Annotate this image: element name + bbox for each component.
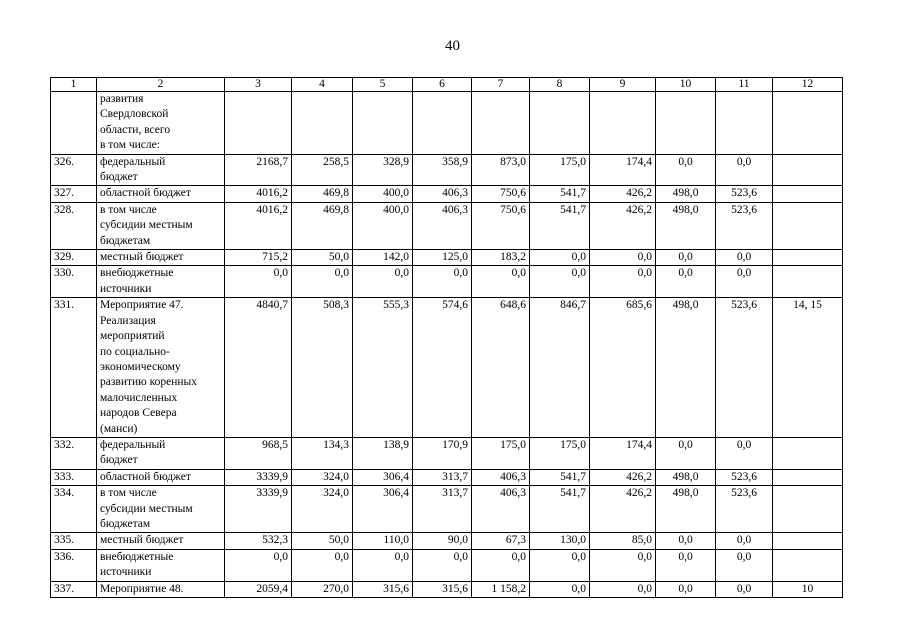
target-indicator-cell	[773, 486, 843, 533]
target-indicator-cell: 10	[773, 581, 843, 597]
value-cell: 0,0	[472, 266, 530, 298]
value-cell: 90,0	[413, 533, 472, 549]
row-name	[97, 581, 225, 597]
value-cell: 183,2	[472, 250, 530, 266]
table-row	[51, 154, 843, 186]
value-cell: 0,0	[716, 533, 773, 549]
row-name-line: областной бюджет	[100, 187, 191, 200]
value-cell: 324,0	[292, 469, 353, 485]
value-cell: 0,0	[292, 549, 353, 581]
value-cell: 426,2	[590, 186, 656, 202]
value-cell: 685,6	[590, 298, 656, 438]
value-cell: 0,0	[656, 154, 716, 186]
row-name	[97, 469, 225, 485]
column-header: 3	[225, 78, 292, 92]
value-cell: 175,0	[530, 437, 590, 469]
row-name-line: в том числе	[100, 203, 157, 216]
value-cell: 0,0	[716, 266, 773, 298]
target-indicator-cell	[773, 154, 843, 186]
value-cell: 3339,9	[225, 469, 292, 485]
value-cell: 532,3	[225, 533, 292, 549]
row-name-line: источники	[100, 282, 152, 295]
row-name	[97, 250, 225, 266]
row-number: 329.	[51, 250, 97, 266]
value-cell: 134,3	[292, 437, 353, 469]
table-row	[51, 486, 843, 533]
target-indicator-cell	[773, 250, 843, 266]
value-cell	[716, 92, 773, 155]
value-cell	[472, 92, 530, 155]
budget-table	[50, 77, 843, 598]
value-cell: 406,3	[472, 486, 530, 533]
value-cell: 750,6	[472, 202, 530, 249]
value-cell: 0,0	[530, 250, 590, 266]
row-name-line: областной бюджет	[100, 470, 191, 483]
value-cell: 873,0	[472, 154, 530, 186]
value-cell: 469,8	[292, 202, 353, 249]
value-cell: 1 158,2	[472, 581, 530, 597]
value-cell: 2168,7	[225, 154, 292, 186]
value-cell: 968,5	[225, 437, 292, 469]
value-cell: 0,0	[225, 266, 292, 298]
value-cell: 2059,4	[225, 581, 292, 597]
value-cell: 3339,9	[225, 486, 292, 533]
row-name-line: Мероприятие 47.	[100, 299, 184, 312]
target-indicator-cell	[773, 202, 843, 249]
value-cell: 130,0	[530, 533, 590, 549]
target-indicator-cell	[773, 92, 843, 155]
page-number: 40	[445, 38, 460, 54]
value-cell: 0,0	[413, 549, 472, 581]
row-number: 328.	[51, 202, 97, 249]
value-cell: 426,2	[590, 469, 656, 485]
row-name-line: Реализация	[100, 314, 156, 327]
value-cell: 0,0	[413, 266, 472, 298]
value-cell: 406,3	[413, 202, 472, 249]
value-cell: 0,0	[225, 549, 292, 581]
value-cell: 174,4	[590, 437, 656, 469]
column-header: 10	[656, 78, 716, 92]
value-cell: 0,0	[656, 250, 716, 266]
row-number: 332.	[51, 437, 97, 469]
column-header: 12	[773, 78, 843, 92]
value-cell: 138,9	[353, 437, 413, 469]
value-cell: 0,0	[353, 266, 413, 298]
value-cell: 313,7	[413, 469, 472, 485]
column-header: 1	[51, 78, 97, 92]
value-cell: 142,0	[353, 250, 413, 266]
value-cell: 469,8	[292, 186, 353, 202]
column-header: 11	[716, 78, 773, 92]
row-name-line: Мероприятие 48.	[100, 582, 184, 595]
value-cell: 0,0	[353, 549, 413, 581]
table-row	[51, 549, 843, 581]
value-cell: 0,0	[530, 581, 590, 597]
value-cell: 0,0	[656, 549, 716, 581]
row-number	[51, 92, 97, 155]
row-name-line: внебюджетные	[100, 550, 174, 563]
target-indicator-cell	[773, 437, 843, 469]
value-cell: 4016,2	[225, 186, 292, 202]
value-cell: 400,0	[353, 186, 413, 202]
value-cell: 4840,7	[225, 298, 292, 438]
value-cell: 0,0	[472, 549, 530, 581]
value-cell: 498,0	[656, 202, 716, 249]
column-header: 4	[292, 78, 353, 92]
value-cell: 0,0	[716, 581, 773, 597]
value-cell: 306,4	[353, 469, 413, 485]
row-name-line: развития	[100, 93, 144, 105]
row-name-line: внебюджетные	[100, 267, 174, 280]
column-header: 9	[590, 78, 656, 92]
row-name-line: бюджетам	[100, 517, 151, 530]
value-cell: 270,0	[292, 581, 353, 597]
value-cell: 523,6	[716, 486, 773, 533]
value-cell: 170,9	[413, 437, 472, 469]
row-name-line: (манси)	[100, 422, 138, 435]
value-cell: 426,2	[590, 202, 656, 249]
value-cell: 0,0	[656, 437, 716, 469]
table-row	[51, 202, 843, 249]
row-name	[97, 298, 225, 438]
table-row	[51, 469, 843, 485]
row-name	[97, 549, 225, 581]
value-cell: 523,6	[716, 469, 773, 485]
row-name-line: местный бюджет	[100, 251, 184, 264]
row-name-line: экономическому	[100, 360, 181, 373]
value-cell: 175,0	[530, 154, 590, 186]
row-name-line: местный бюджет	[100, 534, 184, 547]
row-name	[97, 154, 225, 186]
value-cell: 110,0	[353, 533, 413, 549]
row-number: 326.	[51, 154, 97, 186]
value-cell: 523,6	[716, 298, 773, 438]
row-name-line: федеральный	[100, 438, 166, 451]
value-cell: 574,6	[413, 298, 472, 438]
value-cell: 0,0	[716, 437, 773, 469]
target-indicator-cell: 14, 15	[773, 298, 843, 438]
value-cell: 715,2	[225, 250, 292, 266]
column-header: 7	[472, 78, 530, 92]
row-name-line: Свердловской	[100, 108, 169, 121]
row-name-line: субсидии местным	[100, 502, 193, 515]
value-cell	[353, 92, 413, 155]
value-cell: 400,0	[353, 202, 413, 249]
row-name-line: бюджет	[100, 171, 138, 184]
value-cell: 0,0	[656, 581, 716, 597]
value-cell: 0,0	[292, 266, 353, 298]
value-cell: 498,0	[656, 186, 716, 202]
value-cell: 523,6	[716, 202, 773, 249]
value-cell: 555,3	[353, 298, 413, 438]
value-cell: 541,7	[530, 202, 590, 249]
value-cell: 174,4	[590, 154, 656, 186]
table-row	[51, 437, 843, 469]
target-indicator-cell	[773, 549, 843, 581]
value-cell: 0,0	[656, 533, 716, 549]
value-cell: 0,0	[716, 250, 773, 266]
value-cell: 523,6	[716, 186, 773, 202]
value-cell: 406,3	[413, 186, 472, 202]
value-cell: 0,0	[656, 266, 716, 298]
value-cell: 0,0	[716, 154, 773, 186]
row-name-line: развитию коренных	[100, 376, 198, 389]
row-number: 327.	[51, 186, 97, 202]
value-cell: 648,6	[472, 298, 530, 438]
value-cell: 0,0	[716, 549, 773, 581]
table-row	[51, 266, 843, 298]
value-cell	[590, 92, 656, 155]
row-number: 334.	[51, 486, 97, 533]
value-cell: 0,0	[530, 266, 590, 298]
value-cell: 50,0	[292, 533, 353, 549]
column-header: 8	[530, 78, 590, 92]
row-name-line: бюджетам	[100, 234, 151, 247]
row-name	[97, 202, 225, 249]
row-name-line: в том числе	[100, 487, 157, 500]
row-name-line: федеральный	[100, 155, 166, 168]
value-cell	[656, 92, 716, 155]
row-number: 337.	[51, 581, 97, 597]
value-cell: 315,6	[413, 581, 472, 597]
row-number: 330.	[51, 266, 97, 298]
value-cell: 498,0	[656, 469, 716, 485]
table-row	[51, 92, 843, 155]
value-cell: 426,2	[590, 486, 656, 533]
table-row	[51, 581, 843, 597]
value-cell: 0,0	[590, 549, 656, 581]
row-name-line: области, всего	[100, 123, 171, 136]
value-cell: 498,0	[656, 486, 716, 533]
value-cell: 750,6	[472, 186, 530, 202]
column-header: 5	[353, 78, 413, 92]
table-row	[51, 250, 843, 266]
value-cell: 313,7	[413, 486, 472, 533]
row-name-line: субсидии местным	[100, 219, 193, 232]
header-row	[51, 78, 843, 92]
value-cell	[530, 92, 590, 155]
value-cell: 541,7	[530, 469, 590, 485]
value-cell: 358,9	[413, 154, 472, 186]
row-name-line: народов Севера	[100, 407, 177, 420]
value-cell: 498,0	[656, 298, 716, 438]
value-cell: 328,9	[353, 154, 413, 186]
row-name-line: по социально-	[100, 345, 170, 358]
value-cell	[413, 92, 472, 155]
row-name-line: мероприятий	[100, 330, 165, 343]
row-number: 333.	[51, 469, 97, 485]
value-cell: 406,3	[472, 469, 530, 485]
value-cell: 306,4	[353, 486, 413, 533]
value-cell: 258,5	[292, 154, 353, 186]
row-name-line: источники	[100, 566, 152, 579]
value-cell: 324,0	[292, 486, 353, 533]
target-indicator-cell	[773, 186, 843, 202]
row-number: 331.	[51, 298, 97, 438]
row-name	[97, 486, 225, 533]
value-cell: 541,7	[530, 486, 590, 533]
value-cell: 85,0	[590, 533, 656, 549]
value-cell: 0,0	[590, 581, 656, 597]
value-cell	[292, 92, 353, 155]
value-cell: 67,3	[472, 533, 530, 549]
value-cell: 125,0	[413, 250, 472, 266]
value-cell	[225, 92, 292, 155]
value-cell: 0,0	[590, 266, 656, 298]
row-number: 336.	[51, 549, 97, 581]
value-cell: 175,0	[472, 437, 530, 469]
row-name	[97, 266, 225, 298]
table-row	[51, 298, 843, 438]
value-cell: 315,6	[353, 581, 413, 597]
target-indicator-cell	[773, 469, 843, 485]
row-name	[97, 186, 225, 202]
table-row	[51, 186, 843, 202]
row-name-line: бюджет	[100, 454, 138, 467]
value-cell: 541,7	[530, 186, 590, 202]
value-cell: 0,0	[590, 250, 656, 266]
row-name	[97, 437, 225, 469]
column-header: 2	[97, 78, 225, 92]
row-name	[97, 92, 225, 155]
row-name-line: малочисленных	[100, 391, 178, 404]
row-name	[97, 533, 225, 549]
value-cell: 508,3	[292, 298, 353, 438]
value-cell: 0,0	[530, 549, 590, 581]
row-name-line: в том числе:	[100, 139, 160, 152]
row-number: 335.	[51, 533, 97, 549]
value-cell: 50,0	[292, 250, 353, 266]
table-row	[51, 533, 843, 549]
target-indicator-cell	[773, 533, 843, 549]
value-cell: 846,7	[530, 298, 590, 438]
column-header: 6	[413, 78, 472, 92]
target-indicator-cell	[773, 266, 843, 298]
value-cell: 4016,2	[225, 202, 292, 249]
